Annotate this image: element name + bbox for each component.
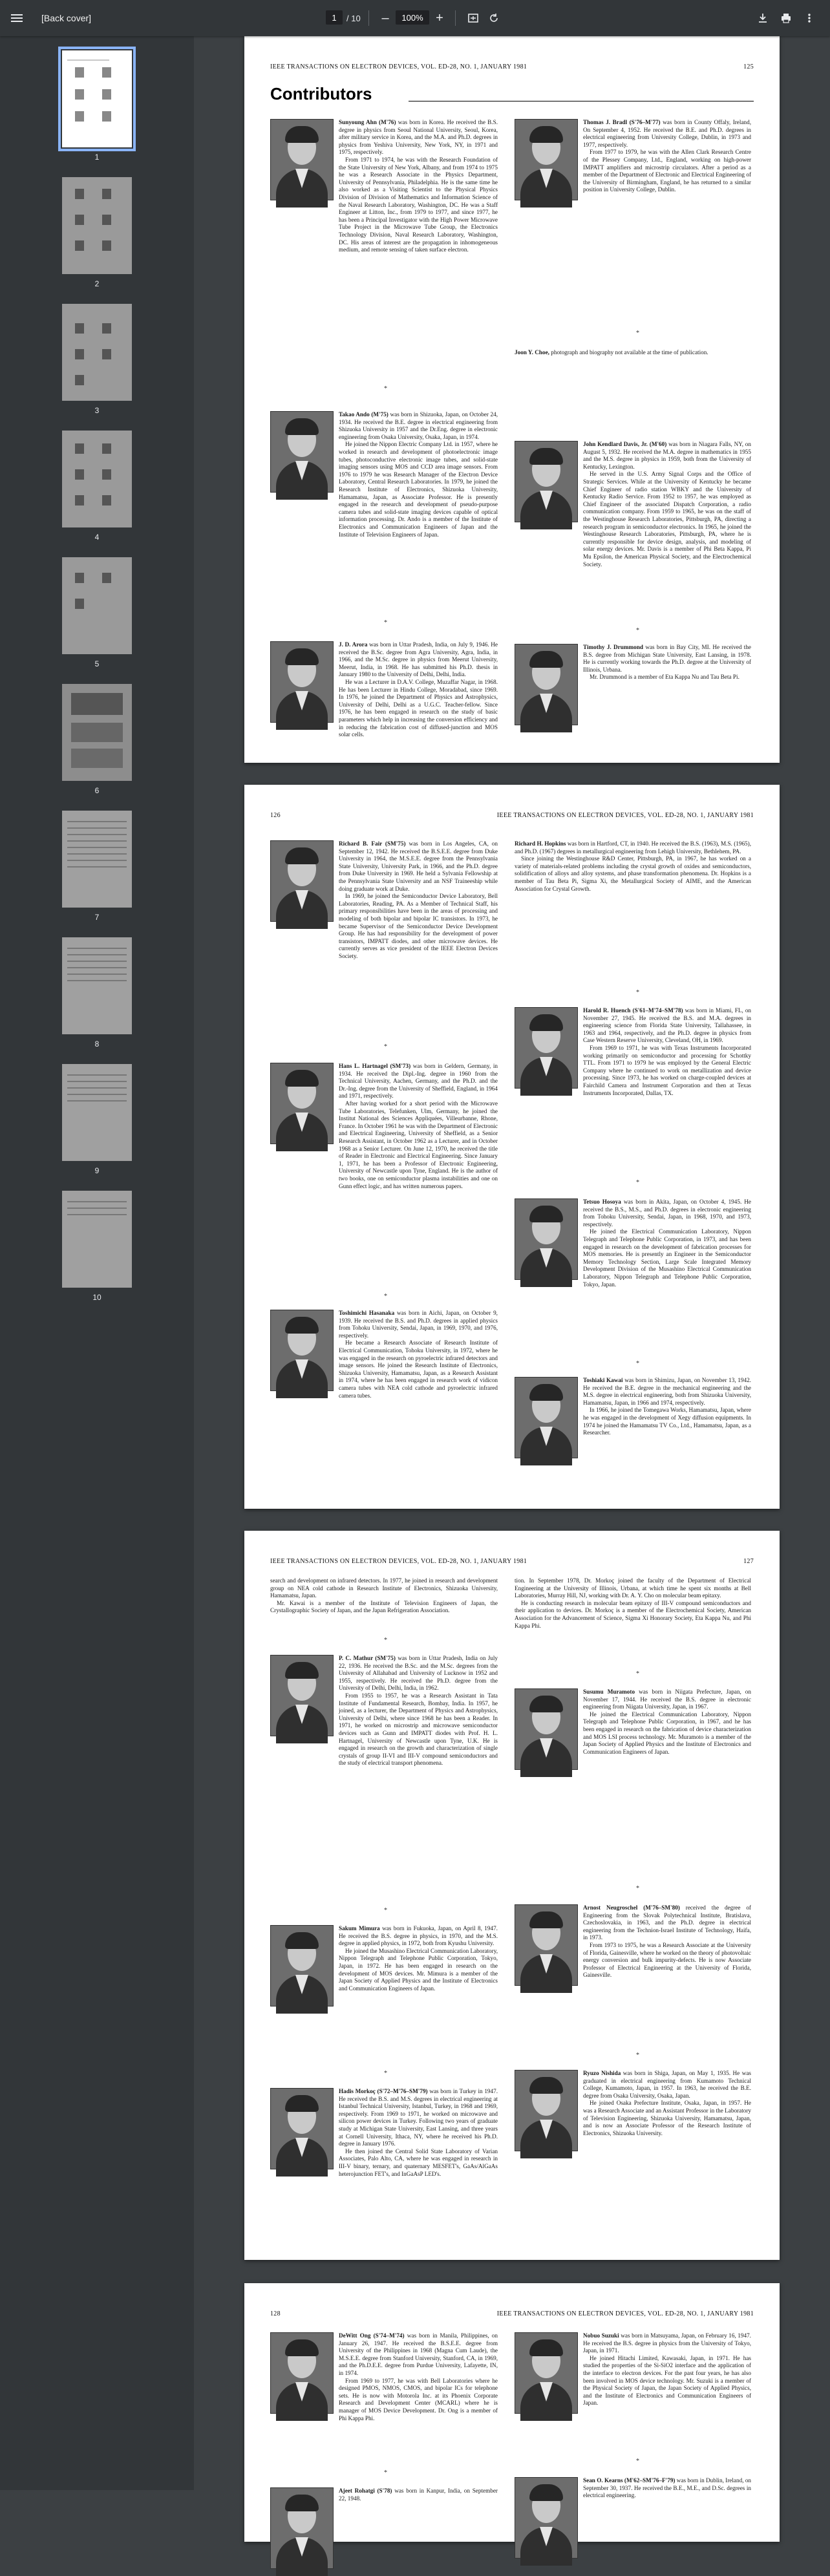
author-bio: Toshimichi Hasanaka was born in Aichi, Japan, on October 9, 1939. He received the B.S. and Ph.D. degrees in applied physics from Tohoku University, Sendai, Japan, in 1969, 1970, and 1976, respectively. He became a Research Associate of Research Institute of Electrical Communication, Tohoku University, in 1972, where he was engaged in the research on pyroelectric infrared detectors and image sensors. He joined the Research Institute of Electronics, Shizuoka University, Hamamatsu, Japan, as a Research Assistant in 1974, where he has been engaged in research work of vidicon camera tubes with NEA cold cathode and pyroelectric infrared camera tubes. xyxy=(339,1310,498,1399)
author-photo xyxy=(270,2088,334,2169)
bio-separator: * xyxy=(384,1637,387,1644)
print-icon[interactable] xyxy=(778,10,794,26)
author-bio: Sunyoung Ahn (M'76) was born in Korea. He received the B.S. degree in physics from Seoul National University, Seoul, Korea, after military service in Korea, and the M.A. and Ph.D. degrees in physics from Yeshiva University, New York, NY, in 1971 and 1975, respectively. From 1971 to 1974, he was with the Research Foundation of the State University of New York, Albany, and from 1974 to 1975 he was a Research Associate in the Physics Department, University of Pennsylvania, Philadelphia. He is the same time he also worked as a Visiting Scientist to the Physical Physics Division of Division of Mathematics and Information Science of the Naval Research Laboratory, Washington, DC. He was a Staff Engineer at Litton, Inc., from 1979 to 1977, and since 1977, he has been a Principal Investigator with the High Power Microwave Tube Project in the Microwave Tube Group, the Electronics Technology Division, Naval Research Laboratory, Washington, DC. His areas of interest are the propagation in inhomogeneous medium, and remote sensing of taken surface electron. xyxy=(339,119,498,253)
document-page xyxy=(244,1531,780,2260)
thumbnail-number: 10 xyxy=(92,1293,101,1302)
zoom-in-button[interactable]: + xyxy=(436,10,443,25)
author-bio: Timothy J. Drummond was born in Bay City, MI. He received the B.S. degree from Michigan State University, East Lansing, in 1978. He is currently working towards the Ph.D. degree at the University of Illinois, Urbana. Mr. Drummond is a member of Eta Kappa Nu and Tau Beta Pi. xyxy=(583,644,751,681)
page-header xyxy=(270,812,754,821)
thumbnail-page[interactable] xyxy=(62,50,132,147)
author-bio: John Kendlard Davis, Jr. (M'60) was born in Niagara Falls, NY, on August 5, 1932. He received the M.A. degree in mathematics in 1955 and the M.S. degree in physics in 1959, both from the University of Kentucky, Lexington. He served in the U.S. Army Signal Corps and the Office of Strategic Services. While at the University of Kentucky he became Chief Engineer of radio station WBKY and the University of Kentucky Radio Service. From 1952 to 1957, he was employed as Chief Engineer of the associated Dispatch Corporation, a radio communication company. From 1959 to 1965, he was on the staff of the Westinghouse Research Laboratories, Pittsburgh, PA, directing a research program in semiconductor electronics. In 1965, he joined the Westinghouse Research Laboratories, Pittsburgh, PA, where he is currently responsible for device design, analysis, and modeling of solar energy devices. Mr. Davis is a member of Phi Beta Kappa, Pi Mu Epsilon, the American Physical Society, and the Electrochemical Society. xyxy=(583,441,751,568)
bio-separator: * xyxy=(384,1293,387,1300)
author-bio: Hans L. Hartnagel (SM'73) was born in Geldern, Germany, in 1934. He received the Dipl.-Ing. degree in 1960 from the Technical University, Aachen, Germany, and the Ph.D. and the Dr.-Ing. degree from the University of Sheffield, England, in 1964 and 1971, respectively. After having worked for a short period with the Microwave Tube Laboratories, Telefunken, Ulm, Germany, he joined the Institut National des Sciences Appliquées, Villeurbanne, Rhone, France. In October 1961 he was with the Department of Electronic and Electrical Engineering, University of Sheffield, as a Senior Research Assistant, in October 1962 as a Lecturer, and in October 1968 as a Senior Lecturer. On June 12, 1970, he received the title of Reader in Electronic and Electrical Engineering. Since January 1, 1971, he has been a Professor of Electronic Engineering, University of Newcastle upon Tyne, England. He is the author of two books, one on semiconductor plasma instabilities and one on Gunn effect logic, and has written numerous papers. xyxy=(339,1063,498,1189)
author-photo xyxy=(270,1063,334,1144)
author-bio: search and development on infrared detectors. In 1977, he joined in research and development group on NEA cold cathode in Research Institute of Electronics, Shizuoka University, Hamamatsu, Japan. Mr. Kawai is a member of the Institute of Television Engineers of Japan, the Crystallographic Society of Japan, and the Japan Refrigeration Association. xyxy=(270,1577,498,1614)
thumbnail-page[interactable] xyxy=(62,177,132,274)
author-photo xyxy=(270,1310,334,1391)
fit-to-page-icon[interactable] xyxy=(465,10,481,26)
bio-separator: * xyxy=(636,330,639,337)
author-photo xyxy=(515,2332,578,2414)
download-icon[interactable] xyxy=(755,10,771,26)
section-heading: Contributors xyxy=(270,84,372,103)
thumbnail-number: 2 xyxy=(94,279,100,288)
bio-separator: * xyxy=(384,619,387,626)
page-header xyxy=(270,63,754,72)
menu-icon[interactable] xyxy=(8,9,26,27)
thumbnail-sidebar xyxy=(0,36,194,2490)
document-page xyxy=(244,2283,780,2542)
author-photo xyxy=(515,441,578,522)
author-bio: Richard H. Hopkins was born in Hartford, CT, in 1940. He received the B.S. (1963), M.S. (1965), and Ph.D. (1967) degrees in metallurgical engineering from Lehigh University, Bethlehem, PA. Since joining the Westinghouse R&D Center, Pittsburgh, PA, in 1967, he has worked on a variety of materials-related problems including the crystal growth of oxides and semiconductors, solidification of alloys and alloy systems, and phase transformation phenomena. Dr. Hopkins is a member of Tau Beta Pi, Sigma Xi, the Metallurgical Society of AIME, and the American Association for Crystal Growth. xyxy=(515,840,751,892)
author-photo xyxy=(270,840,334,922)
author-bio: Harold R. Huench (S'61–M'74–SM'78) was born in Miami, FL, on November 27, 1945. He received the B.S. and M.A. degrees in engineering science from Florida State University, Tallahassee, in 1963 and 1964, respectively, and the Ph.D. degree in physics from Case Western Reserve University, Cleveland, OH, in 1969. From 1969 to 1971, he was with Texas Instruments Incorporated working primarily on semiconductor and processing for Schottky TTL. From 1971 to 1979 he was employed by the General Electric Company where he continued to work on metallization and device processing. Since 1973, he has worked on charge-coupled devices at Fairchild Camera and Instrument Corporation and then at Texas Instruments Incorporated, Dallas, TX. xyxy=(583,1007,752,1096)
author-photo xyxy=(515,1377,578,1458)
document-title: [Back cover] xyxy=(41,13,92,23)
journal-name: IEEE TRANSACTIONS ON ELECTRON DEVICES, VOL. ED-28, NO. 1, JANUARY 1981 xyxy=(270,1558,527,1565)
zoom-out-button[interactable]: – xyxy=(381,10,389,25)
author-photo xyxy=(270,641,334,723)
bio-separator: * xyxy=(636,2458,639,2465)
pdf-toolbar xyxy=(0,0,830,36)
bio-separator: * xyxy=(384,1043,387,1050)
author-photo xyxy=(515,1688,578,1770)
thumbnail-page[interactable] xyxy=(62,937,132,1034)
thumbnail-number: 9 xyxy=(94,1166,100,1175)
author-photo xyxy=(515,644,578,725)
page-header xyxy=(270,2310,754,2319)
bio-separator: * xyxy=(636,1360,639,1367)
bio-separator: * xyxy=(636,1670,639,1677)
author-bio: J. D. Arora was born in Uttar Pradesh, India, on July 9, 1946. He received the B.Sc. degree from Agra University, Agra, India, in 1966, and the M.Sc. degree in physics from Meerut University, Meerut, India, in 1968. He has submitted his Ph.D. thesis in January 1980 to the University of Delhi, Delhi, India. He was a Lecturer in D.A.V. College, Muzaffar Nagar, in 1968. He has been Lecturer in Hindu College, Moradabad, since 1969. In 1976, he joined the Department of Physics and Astrophysics, University of Delhi, Delhi as a U.G.C. Teacher-fellow. Since 1976, he has been engaged in research on the study of basic parameters which help in increasing the conversion efficiency and in reducing the fabrication cost of diffused-junction and MOS solar cells. xyxy=(339,641,498,738)
page-number: 126 xyxy=(270,812,281,819)
author-bio: Richard B. Fair (SM'75) was born in Los Angeles, CA, on September 12, 1942. He received the B.S.E.E. degree from Duke University in 1964, the M.S.E.E. degree from the Pennsylvania State University, University Park, in 1966, and the Ph.D. degree from Duke University in 1969. He held a Sylvania Fellowship at the Pennsylvania State University and an NSF Traineeship while doing graduate work at Duke. In 1969, he joined the Semiconductor Device Laboratory, Bell Laboratories, Reading, PA. As a Member of Technical Staff, his primary responsibilities have been in the areas of processing and modeling of both bipolar and bipolar IC transistors. In 1973, he became Supervisor of the Semiconductor Device Development Group. He has had responsibility for the development of power transistors, IMPATT diodes, and other microwave devices. He currently serves as vice president of the IEEE Electron Devices Society. xyxy=(339,840,498,959)
journal-name: IEEE TRANSACTIONS ON ELECTRON DEVICES, VOL. ED-28, NO. 1, JANUARY 1981 xyxy=(270,63,527,70)
page-number-input[interactable]: 1 xyxy=(326,10,343,25)
bio-separator: * xyxy=(636,2052,639,2059)
author-bio: Nobuo Suzuki was born in Matsuyama, Japan, on February 16, 1947. He received the B.S. degree in physics from the University of Tokyo, Japan, in 1971. He joined Hitachi Limited, Kawasaki, Japan, in 1971. He has studied the properties of the Si-SiO2 interface and the application of the interface to electron devices. For the past four years, he has also been involved in MOS device technology. Mr. Suzuki is a member of the Physical Society of Japan, the Japan Society of Applied Physics, and the Institute of Electronics and Communication Engineers of Japan. xyxy=(583,2332,751,2407)
thumbnail-number: 3 xyxy=(94,406,100,415)
toolbar-divider xyxy=(455,10,456,26)
more-options-icon[interactable] xyxy=(802,10,817,26)
page-number: 128 xyxy=(270,2310,281,2317)
thumbnail-number: 4 xyxy=(94,533,100,542)
thumbnail-page[interactable] xyxy=(62,431,132,527)
author-photo xyxy=(270,119,334,200)
author-bio: Toshiaki Kawai was born in Shimizu, Japan, on November 13, 1942. He received the B.E. degree in the mechanical engineering and the M.S. degree in electrical engineering, both from Shizuoka University, Hamamatsu, Japan, in 1966 and 1974, respectively. In 1966, he joined the Tomegawa Works, Hamamatsu, Japan, where he was engaged in the development of Xegy diffusion equipments. In 1974 he joined the Hamamatsu TV Co., Ltd., Hamamatsu, Japan, as a Researcher. xyxy=(583,1377,751,1436)
document-page xyxy=(244,36,780,763)
page-number: 127 xyxy=(743,1558,754,1565)
author-bio: Hadis Morkoç (S'72–M'76–SM'79) was born in Turkey in 1947. He received the B.S. and M.S. degrees in electrical engineering at Istanbul Technical University, Istanbul, Turkey, in 1968 and 1969, respectively. From 1969 to 1971, he worked on microwave and silicon power devices in Turkey. Following two years of graduate study at Michigan State University, East Lansing, and three years at Cornell University, Ithaca, NY, where he received his Ph.D. degree in January 1976. He then joined the Central Solid State Laboratory of Varian Associates, Palo Alto, CA, where he was engaged in research in III-V binary, ternary, and quaternary MESFET's, GaAs/AlGaAs heterojunction FET's, and InGaAsP LED's. xyxy=(339,2088,498,2177)
author-photo xyxy=(515,2477,578,2559)
author-bio: Ajeet Rohatgi (S'78) was born in Kanpur, India, on September 22, 1948. xyxy=(339,2487,498,2502)
page-header xyxy=(270,1558,754,1567)
bio-separator: * xyxy=(636,989,639,996)
document-page xyxy=(244,785,780,1509)
page-total: / 10 xyxy=(346,13,361,23)
thumbnail-number: 1 xyxy=(94,153,100,162)
thumbnail-page[interactable] xyxy=(62,557,132,654)
bio-separator: * xyxy=(384,385,387,392)
journal-name: IEEE TRANSACTIONS ON ELECTRON DEVICES, VOL. ED-28, NO. 1, JANUARY 1981 xyxy=(496,2310,754,2317)
author-photo xyxy=(515,1007,578,1089)
thumbnail-page[interactable] xyxy=(62,304,132,401)
author-bio: Sean O. Kearns (M'62–SM'76–F'79) was born in Dublin, Ireland, on September 30, 1937. He received the B.E., M.E., and D.Sc. degrees in electrical engineering. xyxy=(583,2477,752,2499)
thumbnail-page[interactable] xyxy=(62,811,132,908)
author-photo xyxy=(270,2332,334,2414)
zoom-level-input[interactable]: 100% xyxy=(396,10,429,25)
author-photo xyxy=(270,1655,334,1736)
author-photo xyxy=(515,1904,578,1986)
thumbnail-number: 8 xyxy=(94,1039,100,1048)
author-photo xyxy=(270,411,334,493)
toolbar-divider xyxy=(368,10,369,26)
bio-separator: * xyxy=(384,1907,387,1914)
author-bio: Sakum Mimura was born in Fukuoka, Japan, on April 8, 1947. He received the B.S. degree in physics, in 1970, and the M.S. degree in applied physics, in 1972, both from Kyushu University. He joined the Musashino Electrical Communication Laboratory, Nippon Telegraph and Telephone Public Corporation, Tokyo, Japan, in 1972. He has been engaged in research on the development of MOS devices. Mr. Mimura is a member of the Japan Society of Applied Physics and the Institute of Electronics and Communication Engineers of Japan. xyxy=(339,1925,498,1992)
thumbnail-page[interactable] xyxy=(62,684,132,781)
thumbnail-number: 7 xyxy=(94,913,100,922)
bio-separator: * xyxy=(384,2469,387,2476)
author-photo xyxy=(270,1925,334,2007)
author-bio: DeWitt Ong (S'74–M'74) was born in Manila, Philippines, on January 26, 1947. He received the B.S.E.E. degree from University of the Philippines in 1968 (Magna Cum Laude), the M.S.E.E. degree from Stanford University, Stanford, CA, in 1969, and the Ph.D.E.E. degree from Purdue University, Lafayette, IN, in 1974. From 1969 to 1977, he was with Bell Laboratories where he designed PMOS, NMOS, CMOS, and bipolar ICs for telephone sets. He is now with Motorola Inc. at its Phoenix Corporate Research and Development Center (MCARL) where he is manager of MOS Device Development. Dr. Ong is a member of Phi Kappa Phi. xyxy=(339,2332,498,2422)
author-bio: Ryuzo Nishida was born in Shiga, Japan, on May 1, 1935. He was graduated in electrical engineering from Kumamoto Technical College, Kumamoto, Japan, in 1957. In 1963, he received the B.E. degree from Osaka University, Osaka, Japan. He joined Osaka Prefecture Institute, Osaka, Japan, in 1957. He was a Research Associate and an Assistant Professor in the Laboratory of Television Engineering, Shizuoka University, Hamamatsu, Japan, and is now an Associate Professor of the Research Institute of Electronics, Shizuoka University. xyxy=(583,2070,751,2136)
bio-separator: * xyxy=(636,1179,639,1186)
author-bio: Takao Ando (M'75) was born in Shizuoka, Japan, on October 24, 1934. He received the B.E. degree in electrical engineering from Shizuoka University in 1957 and the Dr.Eng. degree in electronic engineering from Osaka University, Osaka, Japan, in 1974. He joined the Nippon Electric Company Ltd. in 1957, where he worked in research and development of photoelectronic image tubes, photoconductive electronic image tubes, and solid-state imaging sensors using MOS and CCD area image sensors. From 1976 to 1979 he was Research Manager of the Electron Device Laboratory, Central Research Laboratories. In 1979, he joined the Research Institute of Electronics, Shizuoka University, Hamamatsu, Japan, as Associate Professor. He is presently engaged in the research and development of pseudo-purpose camera tubes and solid-state imaging devices capable of optical information processing. Dr. Ando is a member of the Institute of Electronics and Communication Engineers of Japan and the Institute of Television Engineers of Japan. xyxy=(339,411,498,538)
author-photo xyxy=(270,2487,334,2569)
bio-separator: * xyxy=(636,1885,639,1892)
rotate-icon[interactable] xyxy=(486,10,502,26)
thumbnail-page[interactable] xyxy=(62,1191,132,1288)
author-bio: Joon Y. Choe, photograph and biography not available at the time of publication. xyxy=(515,349,708,356)
author-photo xyxy=(515,119,578,200)
author-photo xyxy=(515,2070,578,2151)
thumbnail-number: 6 xyxy=(94,786,100,795)
page-number: 125 xyxy=(743,63,754,70)
thumbnail-page[interactable] xyxy=(62,1064,132,1161)
thumbnail-number: 5 xyxy=(94,659,100,668)
author-bio: P. C. Mathur (SM'75) was born in Uttar Pradesh, India on July 22, 1936. He received the B.Sc. and the M.Sc. degrees from the University of Allahabad and University of Lucknow in 1952 and 1955, respectively. He received the Ph.D. degree from the University of Delhi, Delhi, India, in 1962. From 1955 to 1957, he was a Research Assistant in Tata Institute of Fundamental Research, Bombay, India. In 1957, he joined, as a lecturer, the Department of Physics and Astrophysics, University of Delhi, where since 1968 he has been a Reader. In 1971, he worked on microstrip and microwave semiconductor devices such as Gunn and IMPATT diodes with Prof. H. L. Hartnagel, University of Newcastle upon Tyne, U.K. He is engaged in research on the growth and characterization of single crystals of group II-VI and III-V compound semiconductors and the study of electrical transport phenomena. xyxy=(339,1655,498,1767)
author-bio: tion. In September 1978, Dr. Morkoç joined the faculty of the Department of Electrical Engineering at the University of Illinois, Urbana, at which time he spent six months at Bell Laboratories, Murray Hill, NJ, working with Dr. A. Y. Cho on molecular beam epitaxy. He is conducting research in molecular beam epitaxy of III-V compound semiconductors and their application to devices. Dr. Morkoç is a member of the Electrochemical Society, American Association for the Advancement of Science, Sigma Xi Honorary Society, Eta Kappa Nu, and Phi Kappa Phi. xyxy=(515,1577,751,1629)
author-bio: Susumu Muramoto was born in Niigata Prefecture, Japan, on November 17, 1944. He received the B.S. degree in electronic engineering from Niigata University, Japan, in 1967. He joined the Electrical Communication Laboratory, Nippon Telegraph and Telephone Public Corporation, in 1967, and he has been engaged in research on the fabrication of device characterization and MOS LSI process technology. Mr. Muramoto is a member of the Japan Society of Applied Physics and the Institute of Electronics and Communication Engineers of Japan. xyxy=(583,1688,751,1755)
bio-separator: * xyxy=(636,627,639,634)
journal-name: IEEE TRANSACTIONS ON ELECTRON DEVICES, VOL. ED-28, NO. 1, JANUARY 1981 xyxy=(496,812,754,819)
document-viewer[interactable] xyxy=(194,36,830,2502)
author-bio: Thomas J. Bradl (S'76–M'77) was born in County Offaly, Ireland, On September 4, 1952. He received the B.E. and Ph.D. degrees in electrical engineering from University College, Dublin, in 1973 and 1977, respectively. From 1977 to 1979, he was with the Allen Clark Research Centre of the Plessey Company, Ltd., England, working on high-power IMPATT amplifiers and microstrip circulators. After a period as a member of the Department of Electronic and Electrical Engineering of the University of Birmingham, England, he has returned to a similar position in University College, Dublin. xyxy=(583,119,752,193)
author-bio: Arnost Neugroschel (M'76–SM'80) received the degree of Engineering from the Slovak Polytechnical Institute, Bratislava, Czechoslovakia, in 1963, and the Ph.D. degree in electrical engineering from the Technion-Israel Institute of Technology, Haifa, in 1973. From 1973 to 1975, he was a Research Associate at the University of Florida, Gainesville, where he worked on the theory of photovoltaic energy conversion and bulk impurity-defects. He is now Associate Professor of Electrical Engineering at the University of Florida, Gainesville. xyxy=(583,1904,751,1979)
author-bio: Tetsuo Hosoya was born in Akita, Japan, on October 4, 1945. He received the B.S., M.S., and Ph.D. degrees in electronic engineering from Tohoku University, Sendai, Japan, in 1968, 1970, and 1973, respectively. He joined the Electrical Communication Laboratory, Nippon Telegraph and Telephone Public Corporation, in 1973, and has been engaged in research on the development of fabrication processes for MOS memories. He is presently an Engineer in the Semiconductor Memory Technology Section, Large Scale Integrated Memory Development Division of the Musashino Electrical Communication Laboratory, Nippon Telegraph and Telephone Public Corporation, Tokyo, Japan. xyxy=(583,1198,752,1288)
author-photo xyxy=(515,1198,578,1280)
bio-separator: * xyxy=(384,2070,387,2077)
